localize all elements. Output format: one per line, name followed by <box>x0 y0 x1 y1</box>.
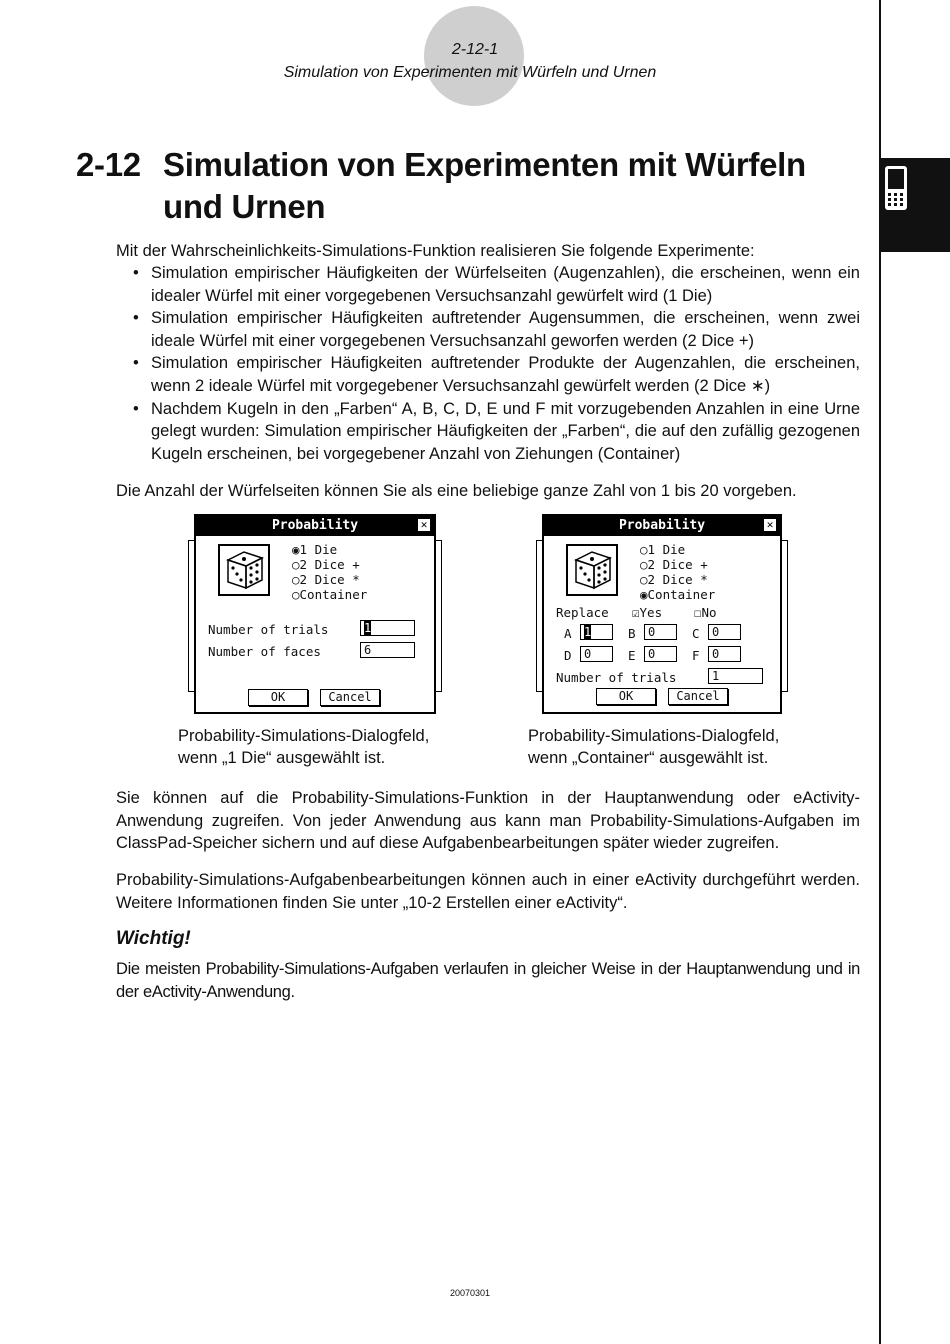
page-number: 2-12-1 <box>451 41 499 58</box>
option-1-die[interactable]: ◉1 Die <box>292 542 338 557</box>
field-d-input[interactable]: 0 <box>580 646 613 662</box>
trials-input[interactable]: 1 <box>360 620 415 636</box>
trials-label: Number of trials <box>208 622 329 637</box>
field-label-a: A <box>564 626 572 641</box>
close-icon[interactable]: ✕ <box>764 519 776 531</box>
option-2-dice-times[interactable]: ○2 Dice * <box>640 572 708 587</box>
cancel-button[interactable]: Cancel <box>320 689 380 706</box>
cancel-button[interactable]: Cancel <box>668 688 728 705</box>
trials-label: Number of trials <box>556 670 677 685</box>
access-paragraph: Sie können auf die Probability-Simulations-Funktion in der Hauptanwendung oder eActivity-Anwendung zugreifen. Von jeder Anwendung aus kann man Probability-Simulations-Aufgaben im ClassPad-Speicher sichern und auf diese Aufgabenbearbeitungen später wieder zugreifen. <box>116 789 860 853</box>
dialog-title: Probability <box>196 516 434 536</box>
ok-button[interactable]: OK <box>596 688 656 705</box>
list-item: • Nachdem Kugeln in den „Farben“ A, B, C, D, E und F mit vorzugebenden Anzahlen in eine Urne gelegt wurden: Simulation empirischer Häufigkeiten der „Farben“, die auf den zufällig gezogenen Kugeln erscheinen, bei vorgegebener Anzahl von Ziehungen (Container) <box>133 399 860 463</box>
field-label-f: F <box>692 648 700 663</box>
important-text: Die meisten Probability-Simulations-Aufgaben verlaufen in gleicher Weise in der Hauptanwendung und in der eActivity-Anwendung. <box>116 960 860 1001</box>
field-label-b: B <box>628 626 636 641</box>
field-b-input[interactable]: 0 <box>644 624 677 640</box>
dice-icon <box>218 544 270 596</box>
field-c-input[interactable]: 0 <box>708 624 741 640</box>
close-icon[interactable]: ✕ <box>418 519 430 531</box>
option-2-dice-plus[interactable]: ○2 Dice + <box>640 557 708 572</box>
ok-button[interactable]: OK <box>248 689 308 706</box>
replace-yes-checkbox[interactable]: ☑Yes <box>632 605 663 620</box>
field-label-e: E <box>628 648 636 663</box>
eactivity-paragraph: Probability-Simulations-Aufgabenbearbeitungen können auch in einer eActivity durchgeführt werden. Weitere Informationen finden Sie unter „10-2 Erstellen einer eActivity“. <box>116 871 860 912</box>
option-2-dice-plus[interactable]: ○2 Dice + <box>292 557 360 572</box>
faces-note: Die Anzahl der Würfelseiten können Sie als eine beliebige ganze Zahl von 1 bis 20 vorgeben. <box>116 482 797 500</box>
calculator-icon <box>884 165 908 211</box>
list-item: • Simulation empirischer Häufigkeiten der Würfelseiten (Augenzahlen), die erscheinen, wenn ein idealer Würfel mit einer vorgegebenen Versuchsanzahl gewürfelt wird (1 Die) <box>133 264 860 305</box>
replace-label: Replace <box>556 605 609 620</box>
footer-code: 20070301 <box>449 1288 491 1298</box>
option-container[interactable]: ◉Container <box>640 587 716 602</box>
field-e-input[interactable]: 0 <box>644 646 677 662</box>
replace-no-checkbox[interactable]: ☐No <box>694 605 717 620</box>
experiment-list <box>133 262 860 465</box>
probability-dialog-container <box>542 514 782 714</box>
trials-input[interactable]: 1 <box>708 668 763 684</box>
dice-icon <box>566 544 618 596</box>
caption-dialog-container: Probability-Simulations-Dialogfeld, wenn „Container“ ausgewählt ist. <box>528 727 780 767</box>
dialog-title: Probability <box>544 516 780 536</box>
faces-label: Number of faces <box>208 644 321 659</box>
field-label-c: C <box>692 626 700 641</box>
option-container[interactable]: ○Container <box>292 587 368 602</box>
intro-paragraph: Mit der Wahrscheinlichkeits-Simulations-Funktion realisieren Sie folgende Experimente: <box>116 242 755 260</box>
section-title-line1: Simulation von Experimenten mit Würfeln <box>163 146 806 183</box>
probability-dialog-1die <box>194 514 436 714</box>
option-1-die[interactable]: ○1 Die <box>640 542 686 557</box>
field-f-input[interactable]: 0 <box>708 646 741 662</box>
option-2-dice-times[interactable]: ○2 Dice * <box>292 572 360 587</box>
list-item: • Simulation empirischer Häufigkeiten auftretender Augensummen, die erscheinen, wenn zwei ideale Würfel mit einer vorgegebenen Versuchsanzahl geworfen werden (2 Dice +) <box>133 309 860 350</box>
section-title <box>76 144 806 228</box>
caption-dialog-1die: Probability-Simulations-Dialogfeld, wenn „1 Die“ ausgewählt ist. <box>178 727 430 767</box>
field-label-d: D <box>564 648 572 663</box>
running-title: Simulation von Experimenten mit Würfeln und Urnen <box>283 64 657 81</box>
section-title-line2: und Urnen <box>163 188 326 225</box>
faces-input[interactable]: 6 <box>360 642 415 658</box>
list-item: • Simulation empirischer Häufigkeiten auftretender Produkte der Augenzahlen, die erscheinen, wenn 2 ideale Würfel mit vorgegebener Versuchsanzahl gewürfelt werden (2 Dice ∗) <box>133 354 860 395</box>
field-a-input[interactable]: 1 <box>580 624 613 640</box>
section-number: 2-12 <box>76 146 141 183</box>
important-heading: Wichtig! <box>116 928 191 949</box>
